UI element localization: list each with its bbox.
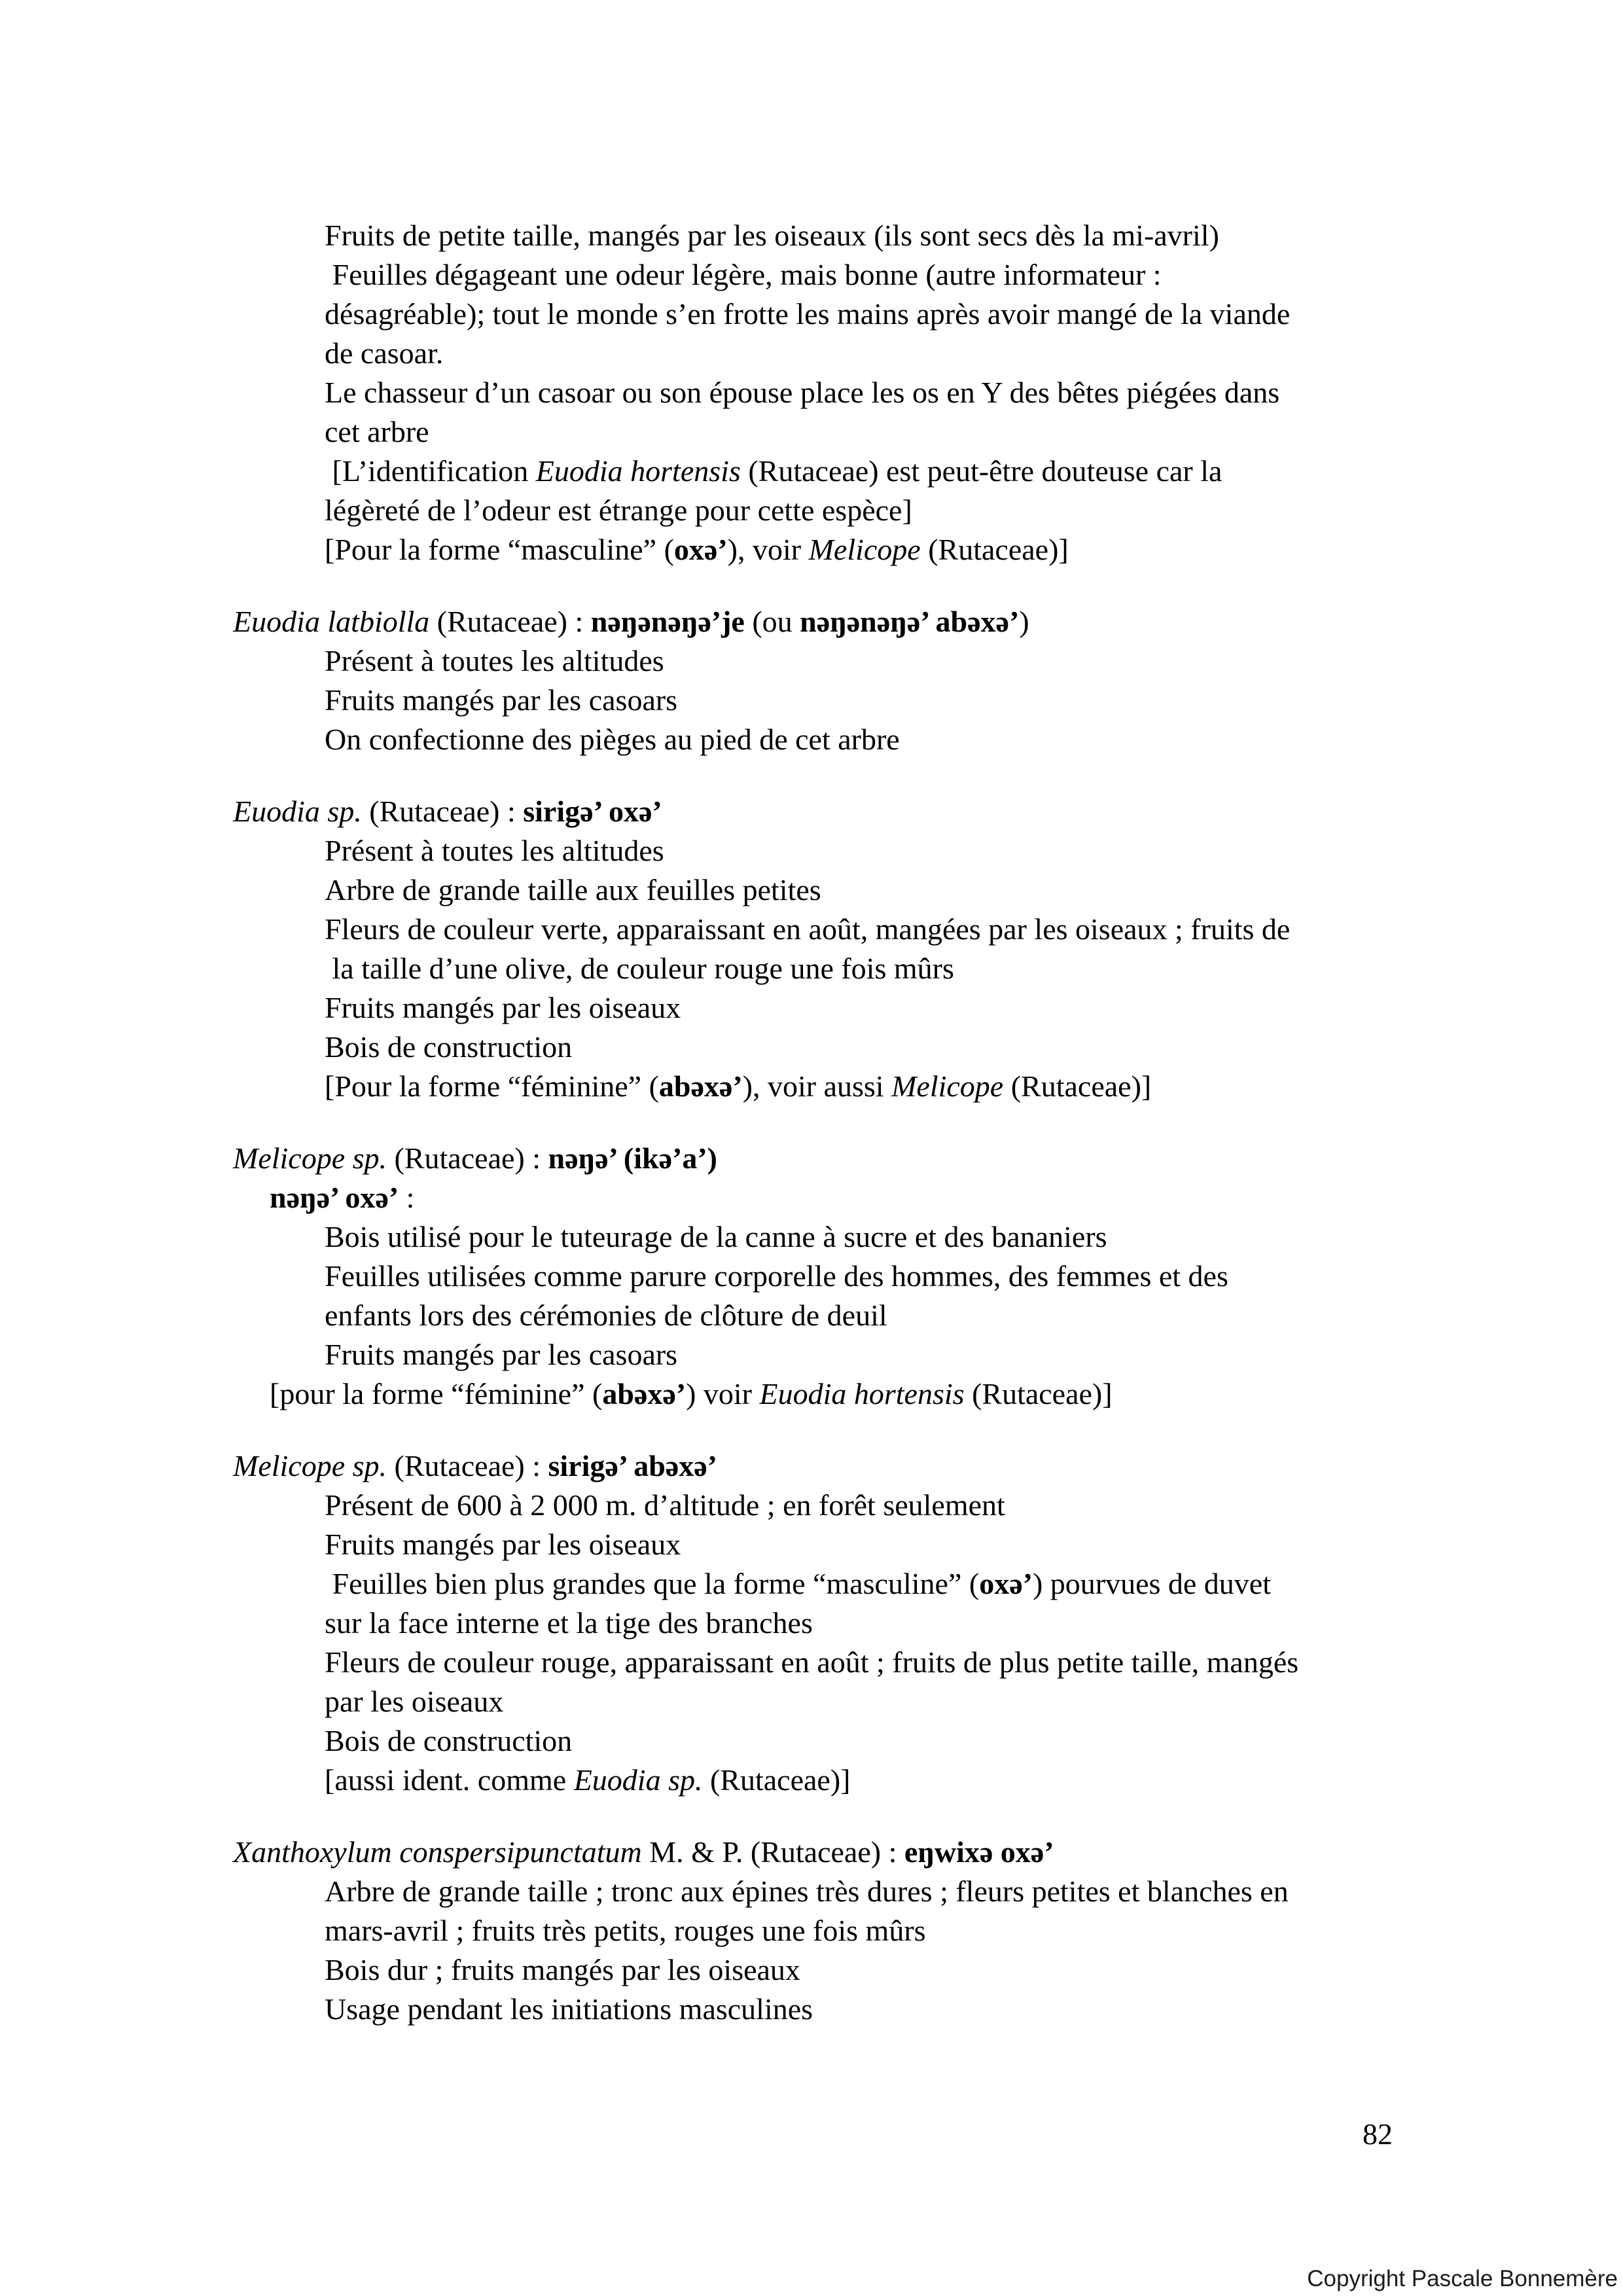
text-line [233, 1643, 1407, 1682]
entry-header [233, 1139, 1407, 1178]
text-line [233, 1486, 1407, 1525]
text-segment: Bois de construction [325, 1030, 573, 1064]
text-line [233, 949, 1407, 988]
text-segment: ), voir [727, 533, 809, 566]
text-line [233, 831, 1407, 870]
text-segment: Feuilles bien plus grandes que la forme “masculine” ( [325, 1567, 980, 1600]
text-segment: (Rutaceae)] [702, 1763, 851, 1797]
text-segment: On confectionne des pièges au pied de cet arbre [325, 723, 900, 756]
text-segment: Usage pendant les initiations masculines [325, 1992, 813, 2026]
entry-header [233, 1833, 1407, 1872]
plant-entry [233, 1446, 1407, 1800]
text-segment: : [399, 1181, 415, 1214]
text-segment: ) [1019, 605, 1029, 638]
text-segment: la taille d’une olive, de couleur rouge une fois mûrs [325, 952, 954, 985]
text-segment: (Rutaceae)] [1003, 1069, 1152, 1103]
text-line [233, 988, 1407, 1028]
text-line [233, 1872, 1407, 1911]
text-segment: ), voir aussi [742, 1069, 892, 1103]
text-line [233, 1374, 1407, 1414]
text-line [233, 681, 1407, 720]
text-line [233, 1067, 1407, 1106]
text-segment: désagréable); tout le monde s’en frotte les mains après avoir mangé de la viande [325, 297, 1291, 331]
text-line [233, 1178, 1407, 1217]
text-segment: (Rutaceae)] [920, 533, 1069, 566]
text-segment: Melicope sp. [233, 1449, 387, 1482]
text-line [233, 641, 1407, 681]
plant-entry [233, 1833, 1407, 2029]
text-segment: (Rutaceae) : [361, 795, 524, 828]
text-line [233, 255, 1407, 295]
text-segment: de casoar. [325, 336, 444, 370]
text-line [233, 1257, 1407, 1296]
text-segment: (Rutaceae) : [387, 1141, 548, 1175]
page-number: 82 [1363, 2117, 1393, 2151]
text-line [233, 1217, 1407, 1257]
text-segment: (ou [744, 605, 800, 638]
text-segment: [Pour la forme “masculine” ( [325, 533, 674, 566]
text-segment: Présent à toutes les altitudes [325, 644, 664, 677]
text-segment: oxə’ [979, 1567, 1033, 1600]
text-segment: Bois de construction [325, 1724, 573, 1757]
text-segment: Fruits mangés par les oiseaux [325, 1528, 681, 1561]
text-line [233, 1564, 1407, 1604]
text-segment: Xanthoxylum conspersipunctatum [233, 1835, 642, 1869]
text-line [233, 870, 1407, 910]
text-segment: Melicope [808, 533, 921, 566]
text-line [233, 910, 1407, 949]
text-segment: (Rutaceae) est peut-être douteuse car la [740, 454, 1222, 488]
text-segment: eŋwixə oxə’ [904, 1835, 1054, 1869]
text-segment: ) voir [686, 1377, 760, 1410]
text-segment: nəŋənəŋə’je [590, 605, 745, 638]
document-entries [233, 216, 1407, 2029]
text-line [233, 1761, 1407, 1800]
text-line [233, 452, 1407, 491]
plant-entry [233, 792, 1407, 1106]
text-segment: [aussi ident. comme [325, 1763, 574, 1797]
text-line [233, 720, 1407, 759]
text-line [233, 1950, 1407, 1990]
text-line [233, 1990, 1407, 2029]
text-line [233, 1911, 1407, 1950]
text-segment: Feuilles dégageant une odeur légère, mais bonne (autre informateur : [325, 258, 1162, 291]
text-segment: nəŋə’ oxə’ [270, 1181, 399, 1214]
text-segment: Feuilles utilisées comme parure corporelle des hommes, des femmes et des [325, 1259, 1228, 1293]
text-segment: Fleurs de couleur verte, apparaissant en août, mangées par les oiseaux ; fruits de [325, 912, 1291, 946]
text-segment: enfants lors des cérémonies de clôture de deuil [325, 1299, 887, 1332]
text-line [233, 1296, 1407, 1335]
text-segment: sirigə’ abəxə’ [548, 1449, 717, 1482]
text-segment: Arbre de grande taille aux feuilles petites [325, 873, 821, 906]
text-segment: abəxə’ [602, 1377, 687, 1410]
text-segment: Euodia sp. [573, 1763, 703, 1797]
text-line [233, 1525, 1407, 1564]
text-line [233, 1682, 1407, 1721]
text-segment: abəxə’ [658, 1069, 743, 1103]
text-segment: (Rutaceae)] [964, 1377, 1113, 1410]
text-segment: Présent de 600 à 2 000 m. d’altitude ; en forêt seulement [325, 1488, 1005, 1522]
text-line [233, 530, 1407, 569]
text-segment: par les oiseaux [325, 1685, 504, 1718]
text-segment: Melicope sp. [233, 1141, 387, 1175]
text-segment: oxə’ [673, 533, 728, 566]
text-segment: [pour la forme “féminine” ( [270, 1377, 603, 1410]
text-segment: cet arbre [325, 415, 429, 448]
text-segment: Euodia hortensis [759, 1377, 965, 1410]
text-line [233, 1335, 1407, 1374]
text-segment: Fruits mangés par les casoars [325, 1338, 678, 1371]
text-segment: Fruits de petite taille, mangés par les oiseaux (ils sont secs dès la mi-avril) [325, 219, 1219, 252]
text-segment: M. & P. (Rutaceae) : [641, 1835, 904, 1869]
text-segment: sur la face interne et la tige des branches [325, 1606, 813, 1640]
text-line [233, 491, 1407, 530]
text-line [233, 334, 1407, 373]
entry-header [233, 602, 1407, 641]
text-segment: Melicope [891, 1069, 1004, 1103]
text-segment: (Rutaceae) : [429, 605, 591, 638]
text-segment: Euodia hortensis [535, 454, 741, 488]
plant-entry [233, 1139, 1407, 1414]
text-line [233, 1028, 1407, 1067]
text-segment: Fleurs de couleur rouge, apparaissant en août ; fruits de plus petite taille, mangés [325, 1645, 1299, 1679]
text-segment: Fruits mangés par les oiseaux [325, 991, 681, 1024]
text-line [233, 216, 1407, 255]
text-line [233, 412, 1407, 452]
plant-entry [233, 216, 1407, 569]
text-segment: Bois dur ; fruits mangés par les oiseaux [325, 1953, 800, 1986]
text-line [233, 373, 1407, 412]
text-line [233, 1604, 1407, 1643]
entry-header [233, 792, 1407, 831]
text-segment: [Pour la forme “féminine” ( [325, 1069, 659, 1103]
plant-entry [233, 602, 1407, 759]
text-segment: Fruits mangés par les casoars [325, 683, 678, 717]
text-segment: sirigə’ oxə’ [523, 795, 662, 828]
text-segment: (Rutaceae) : [387, 1449, 548, 1482]
text-segment: Bois utilisé pour le tuteurage de la canne à sucre et des bananiers [325, 1220, 1107, 1253]
text-line [233, 1721, 1407, 1761]
text-segment: nəŋə’ (ikə’a’) [548, 1141, 717, 1175]
text-segment: mars-avril ; fruits très petits, rouges une fois mûrs [325, 1914, 926, 1947]
text-segment: ) pourvues de duvet [1032, 1567, 1272, 1600]
text-segment: Arbre de grande taille ; tronc aux épines très dures ; fleurs petites et blanches en [325, 1874, 1289, 1908]
text-segment: légèreté de l’odeur est étrange pour cette espèce] [325, 493, 912, 527]
text-segment: Le chasseur d’un casoar ou son épouse place les os en Y des bêtes piégées dans [325, 376, 1280, 409]
entry-header [233, 1446, 1407, 1486]
text-segment: Présent à toutes les altitudes [325, 834, 664, 867]
text-line [233, 295, 1407, 334]
text-segment: nəŋənəŋə’ abəxə’ [800, 605, 1020, 638]
text-segment: [L’identification [325, 454, 536, 488]
text-segment: Euodia sp. [233, 795, 362, 828]
text-segment: Euodia latbiolla [233, 605, 430, 638]
copyright-watermark: Copyright Pascale Bonnemère [1307, 2266, 1618, 2291]
